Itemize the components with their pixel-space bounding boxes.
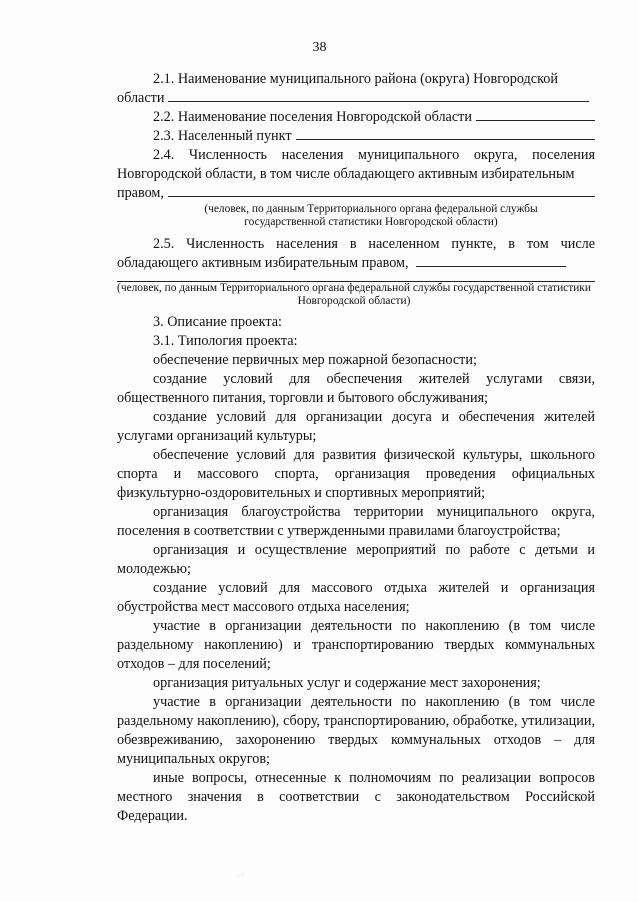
item-2-1-tail: области — [117, 90, 165, 106]
typology-item-3: создание условий для организации досуга и обеспечения жителей услугами организаций культуры; — [117, 409, 595, 444]
item-2-5-blank-line — [416, 254, 566, 267]
item-2-5-label: 2.5. Численность населения в населенном пункте, в том числе обладающего активным избирательным правом, — [117, 236, 595, 271]
item-2-4-blank-line — [168, 184, 595, 197]
typology-item-7: создание условий для массового отдыха жителей и организация обустройства мест массового отдыха населения; — [117, 580, 595, 615]
item-2-4-note: (человек, по данным Территориального органа федеральной службы государственной статистики Новгородской области) — [204, 203, 538, 228]
typology-item-6: организация и осуществление мероприятий по работе с детьми и молодежью; — [117, 542, 595, 577]
typology-item-10: участие в организации деятельности по накоплению (в том числе раздельному накоплению), сбору, транспортированию, обработке, утилизации, обезвреживанию, захоронению твердых коммунальных отходов – для муниципальных округов; — [117, 694, 595, 767]
item-2-3-row — [117, 127, 595, 146]
typology-item-11: иные вопросы, отнесенные к полномочиям по реализации вопросов местного значения в соответствии с законодательством Российской Федерации. — [117, 770, 595, 824]
item-2-3-blank-line — [296, 127, 595, 140]
item-2-1-line2 — [117, 89, 595, 108]
item-2-4-tail: правом, — [117, 185, 164, 201]
typology-item-5: организация благоустройства территории муниципального округа, поселения в соответствии с утвержденными правилами благоустройства; — [117, 504, 595, 539]
scan-speck: . .· — [238, 872, 245, 878]
item-2-3-label: 2.3. Населенный пункт — [153, 128, 292, 144]
item-2-1-blank-line — [168, 89, 589, 102]
section-3-1-heading: 3.1. Типология проекта: — [153, 333, 298, 349]
item-2-2-row — [117, 108, 595, 127]
item-2-5-note: (человек, по данным Территориального органа федеральной службы государственной статистики Новгородской области) — [117, 282, 591, 307]
page-number: 38 — [312, 40, 327, 55]
section-3-heading: 3. Описание проекта: — [153, 314, 282, 330]
typology-item-1: обеспечение первичных мер пожарной безопасности; — [153, 352, 477, 368]
typology-item-8: участие в организации деятельности по накоплению (в том числе раздельному накоплению) и транспортированию твердых коммунальных отходов – для поселений; — [117, 618, 595, 672]
typology-item-4: обеспечение условий для развития физической культуры, школьного спорта и массового спорта, организация проведения официальных физкультурно-оздоровительных и спортивных мероприятий; — [117, 447, 595, 501]
item-2-2-label: 2.2. Наименование поселения Новгородской области — [153, 109, 472, 125]
typology-item-9: организация ритуальных услуг и содержание мест захоронения; — [153, 675, 541, 691]
item-2-5-text — [117, 235, 595, 273]
document-body — [117, 70, 595, 826]
item-2-1-line1: 2.1. Наименование муниципального района (округа) Новгородской — [153, 71, 558, 87]
item-2-4-text: 2.4. Численность населения муниципального округа, поселения Новгородской области, в том числе обладающего активным избирательным — [117, 147, 595, 182]
item-2-2-blank-line — [476, 108, 595, 121]
item-2-4-tail-row — [117, 184, 595, 203]
typology-item-2: создание условий для обеспечения жителей услугами связи, общественного питания, торговли и бытового обслуживания; — [117, 371, 595, 406]
